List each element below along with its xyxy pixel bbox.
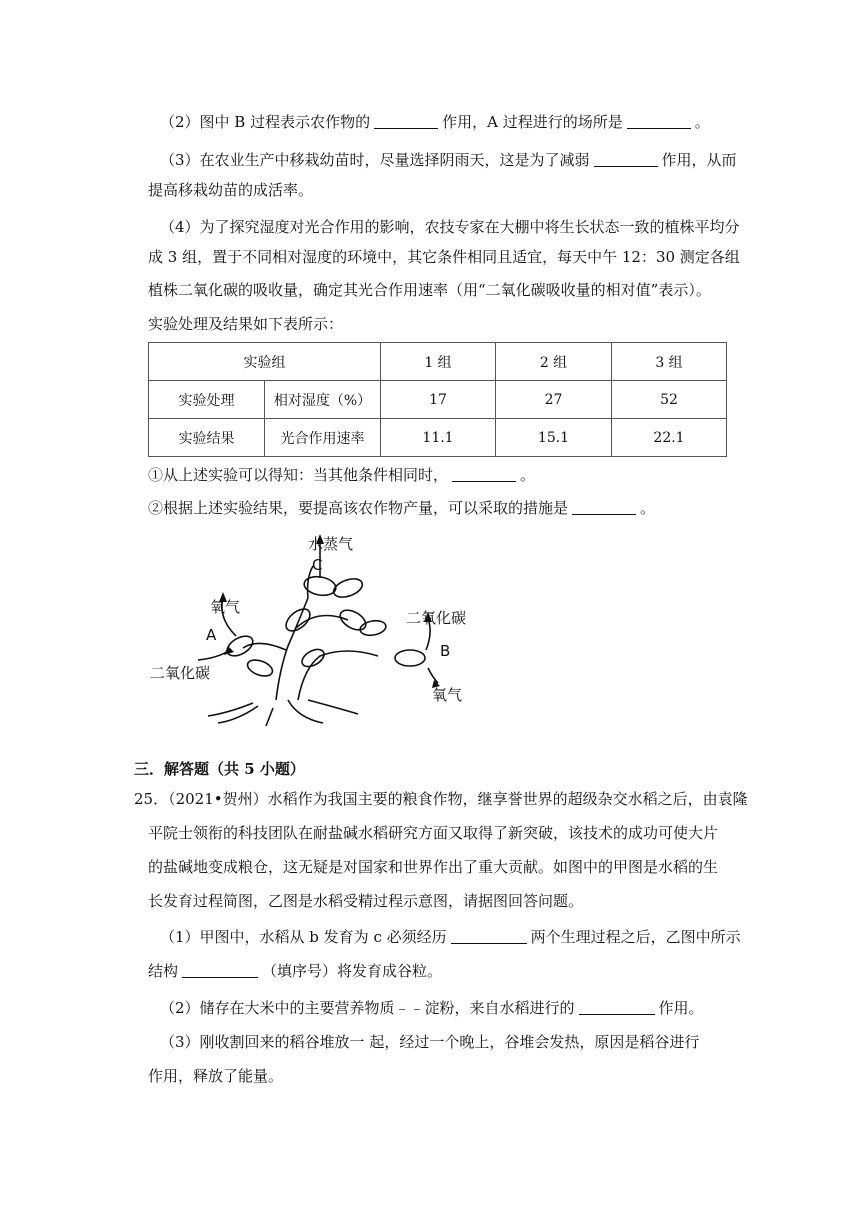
question-4-line1: （4）为了探究湿度对光合作用的影响，农技专家在大棚中将生长状态一致的植株平均分 <box>160 218 740 236</box>
answer-blank[interactable] <box>182 961 258 978</box>
answer-blank[interactable] <box>579 998 655 1015</box>
leaf-shape <box>337 606 369 634</box>
question-3-line1: （3）在农业生产中移栽幼苗时，尽量选择阴雨天，这是为了减弱 作用，从而 <box>160 151 737 169</box>
answer-blank[interactable] <box>572 498 636 515</box>
leaf-shape <box>224 632 256 660</box>
leaf-shape <box>282 605 314 635</box>
table-cell: 15.1 <box>496 419 612 457</box>
leaf-shape <box>299 646 327 670</box>
question-4-line4: 实验处理及结果如下表所示： <box>148 315 344 333</box>
label-oxygen-right: 氧气 <box>432 686 463 704</box>
question-25-part1: （1）甲图中，水稻从 b 发育为 c 必须经历 两个生理过程之后，乙图中所示 <box>160 928 741 946</box>
question-25-part2: （2）储存在大米中的主要营养物质﹣﹣淀粉，来自水稻进行的 作用。 <box>160 999 704 1017</box>
table-cell: 11.1 <box>381 419 496 457</box>
question-25-part3-line1: （3）刚收割回来的稻谷堆放一 起，经过一个晚上，谷堆会发热，原因是稻谷进行 <box>160 1033 700 1051</box>
table-cell: 光合作用速率 <box>265 419 381 457</box>
experiment-table <box>148 342 727 457</box>
leaf-shape <box>395 650 425 666</box>
root-line <box>208 700 358 726</box>
label-water-vapor: 水蒸气 <box>308 535 354 553</box>
table-header-row <box>149 343 727 381</box>
plant-diagram <box>148 528 478 728</box>
arrow-line <box>428 668 438 683</box>
label-co2-left: 二氧化碳 <box>150 664 211 682</box>
table-cell: 1 组 <box>381 343 496 381</box>
question-2: （2）图中 B 过程表示农作物的 作用，A 过程进行的场所是 。 <box>160 113 710 131</box>
table-cell: 52 <box>612 381 727 419</box>
sub-question-1: ①从上述实验可以得知：当其他条件相同时， 。 <box>148 466 536 484</box>
section-heading: 三．解答题（共 5 小题） <box>134 760 305 778</box>
table-cell: 3 组 <box>612 343 727 381</box>
label-a: A <box>206 626 217 644</box>
answer-blank[interactable] <box>594 150 658 167</box>
question-25-line2: 平院士领衔的科技团队在耐盐碱水稻研究方面又取得了新突破，该技术的成功可使大片 <box>148 824 719 842</box>
table-cell: 2 组 <box>496 343 612 381</box>
table-cell: 相对湿度（%） <box>265 381 381 419</box>
answer-blank[interactable] <box>627 112 691 129</box>
question-25-line4: 长发育过程简图，乙图是水稻受精过程示意图，请据图回答问题。 <box>148 892 584 910</box>
leaf-shape <box>245 657 274 679</box>
table-cell: 实验组 <box>149 343 381 381</box>
question-3-line2: 提高移栽幼苗的成活率。 <box>148 181 314 199</box>
table-row <box>149 419 727 457</box>
table-cell: 实验结果 <box>149 419 265 457</box>
label-co2-right: 二氧化碳 <box>406 609 467 627</box>
question-25-part1-line2: 结构 （填序号）将发育成谷粒。 <box>148 962 443 980</box>
table-row <box>149 381 727 419</box>
table-cell: 27 <box>496 381 612 419</box>
sub-question-2: ②根据上述实验结果，要提高该农作物产量，可以采取的措施是 。 <box>148 499 656 517</box>
arrow-line <box>198 650 230 660</box>
answer-blank[interactable] <box>451 927 527 944</box>
label-c: C <box>312 556 323 574</box>
question-4-line2: 成 3 组，置于不同相对湿度的环境中，其它条件相同且适宜，每天中午 12：30 测定各组 <box>148 248 740 266</box>
stem-line <box>276 598 378 700</box>
answer-blank[interactable] <box>374 112 438 129</box>
table-cell: 22.1 <box>612 419 727 457</box>
table-cell: 17 <box>381 381 496 419</box>
table-cell: 实验处理 <box>149 381 265 419</box>
question-25-part3-line2: 作用，释放了能量。 <box>148 1067 284 1085</box>
question-4-line3: 植株二氧化碳的吸收量，确定其光合作用速率（用“二氧化碳吸收量的相对值”表示）。 <box>148 281 711 299</box>
question-25-line3: 的盐碱地变成粮仓，这无疑是对国家和世界作出了重大贡献。如图中的甲图是水稻的生 <box>148 858 719 876</box>
answer-blank[interactable] <box>452 465 516 482</box>
question-25-line1: 25．（2021•贺州）水稻作为我国主要的粮食作物，继享誉世界的超级杂交水稻之后，由袁隆 <box>134 790 748 808</box>
label-b: B <box>440 642 451 660</box>
label-oxygen-left: 氧气 <box>210 598 241 616</box>
